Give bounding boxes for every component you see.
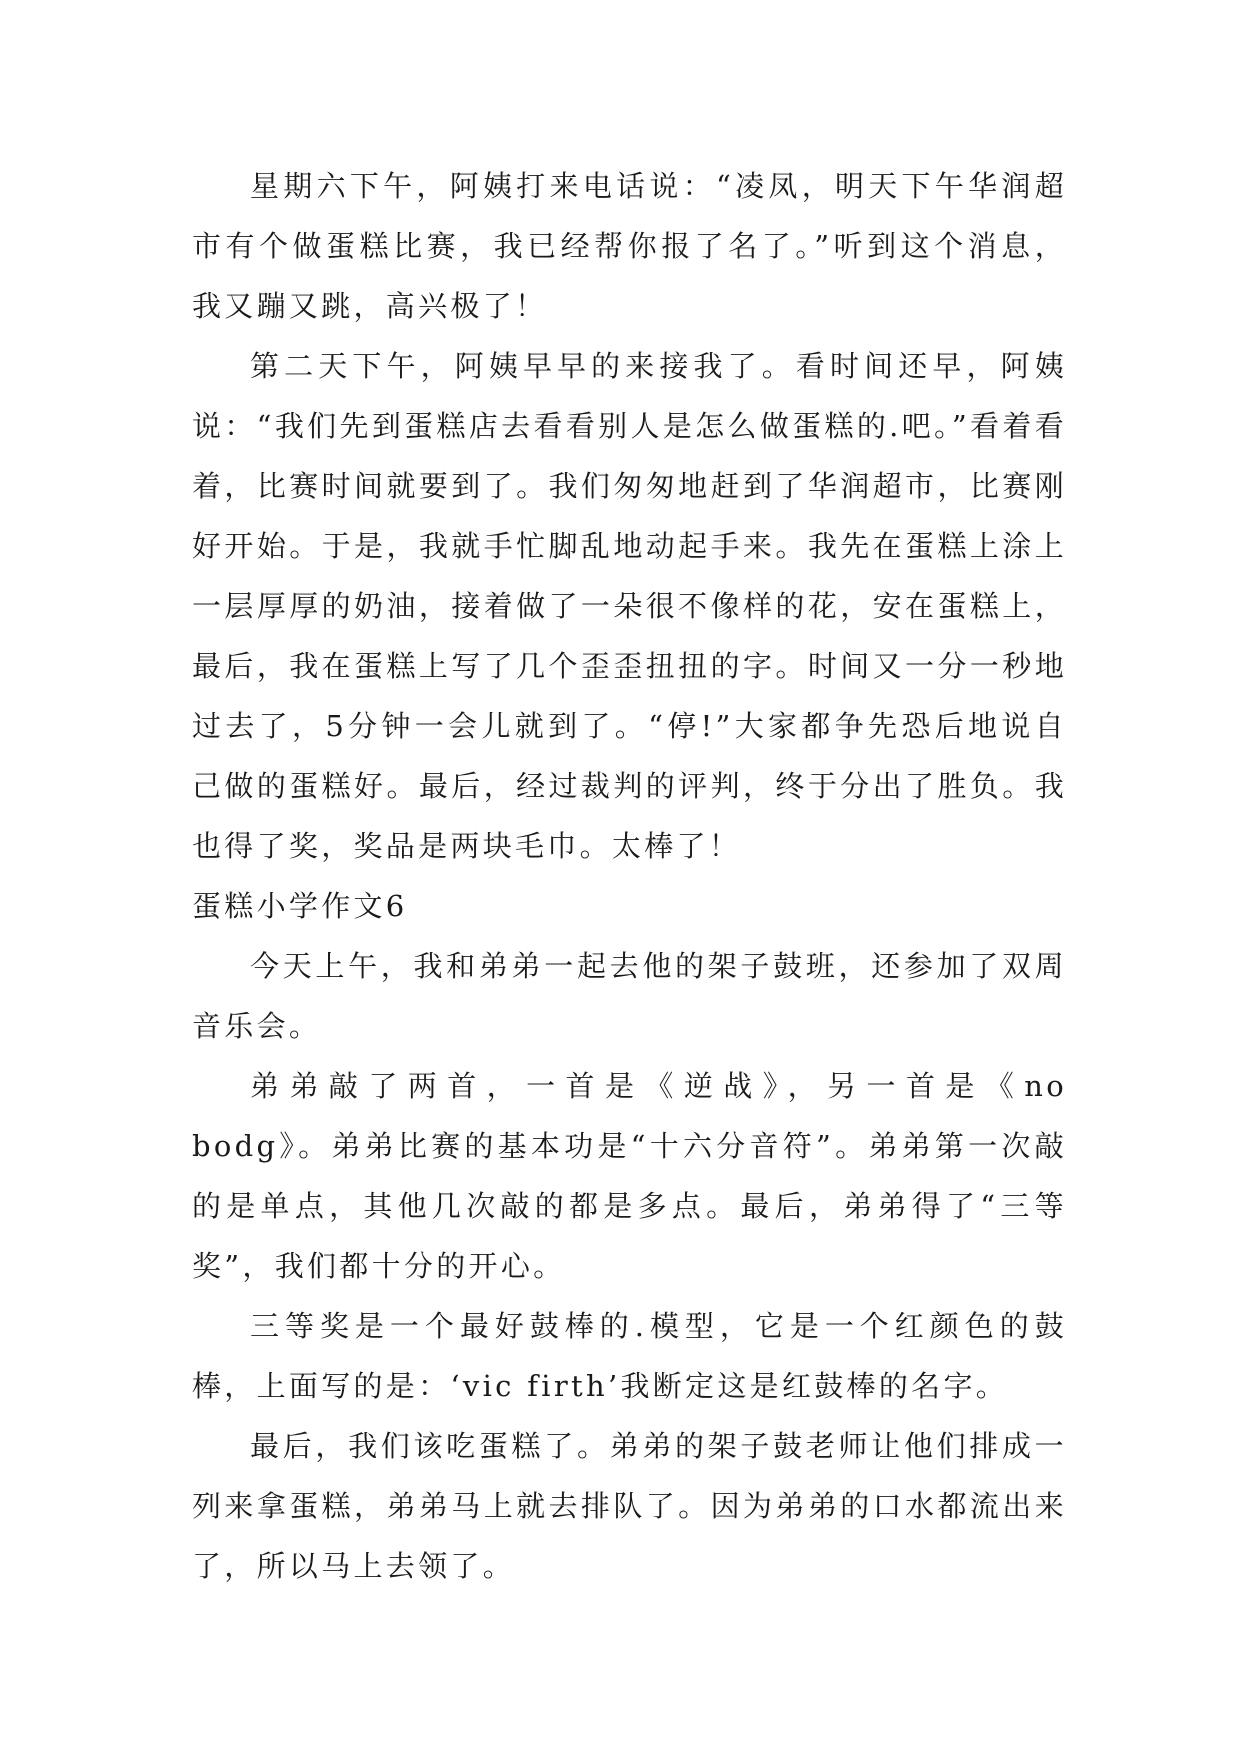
paragraph-4: 弟弟敲了两首，一首是《逆战》，另一首是《no bodg》。弟弟比赛的基本功是“十六分音符”。弟弟第一次敲的是单点，其他几次敲的都是多点。最后，弟弟得了“三等奖”，我们都十分的开心。 <box>192 1069 1067 1283</box>
paragraph-6: 最后，我们该吃蛋糕了。弟弟的架子鼓老师让他们排成一列来拿蛋糕，弟弟马上就去排队了。因为弟弟的口水都流出来了，所以马上去领了。 <box>192 1429 1067 1583</box>
paragraph-1: 星期六下午，阿姨打来电话说：“凌凤，明天下午华润超市有个做蛋糕比赛，我已经帮你报了名了。”听到这个消息，我又蹦又跳，高兴极了！ <box>192 169 1067 323</box>
section-title: 蛋糕小学作文6 <box>192 889 408 923</box>
paragraph-5: 三等奖是一个最好鼓棒的.模型，它是一个红颜色的鼓棒，上面写的是：‘vic firth’我断定这是红鼓棒的名字。 <box>192 1309 1067 1403</box>
paragraph-3: 今天上午，我和弟弟一起去他的架子鼓班，还参加了双周音乐会。 <box>192 949 1067 1043</box>
paragraph-2: 第二天下午，阿姨早早的来接我了。看时间还早，阿姨说：“我们先到蛋糕店去看看别人是怎么做蛋糕的.吧。”看着看着，比赛时间就要到了。我们匆匆地赶到了华润超市，比赛刚好开始。于是，我就手忙脚乱地动起手来。我先在蛋糕上涂上一层厚厚的奶油，接着做了一朵很不像样的花，安在蛋糕上，最后，我在蛋糕上写了几个歪歪扭扭的字。时间又一分一秒地过去了，5分钟一会儿就到了。“停!”大家都争先恐后地说自己做的蛋糕好。最后，经过裁判的评判，终于分出了胜负。我也得了奖，奖品是两块毛巾。太棒了！ <box>192 349 1067 863</box>
document-body <box>192 156 1067 1596</box>
